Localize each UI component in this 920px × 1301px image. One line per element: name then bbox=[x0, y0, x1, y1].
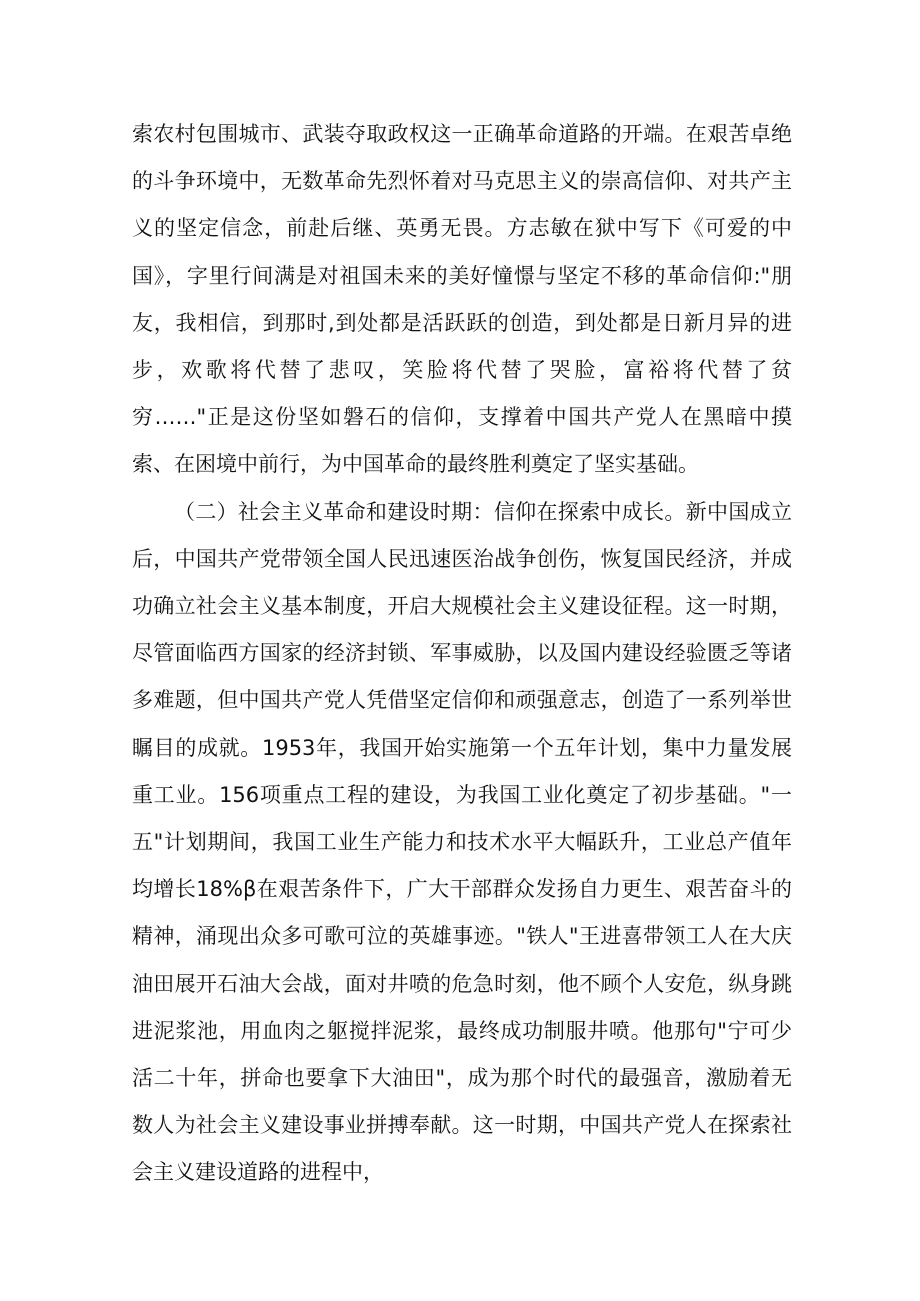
document-body bbox=[132, 111, 792, 1197]
paragraph-revolution-faith: 索农村包围城市、武装夺取政权这一正确革命道路的开端。在艰苦卓绝的斗争环境中，无数革命先烈怀着对马克思主义的崇高信仰、对共产主义的坚定信念，前赴后继、英勇无畏。方志敏在狱中写下《可爱的中国》，字里行间满是对祖国未来的美好憧憬与坚定不移的革命信仰:"朋友，我相信，到那时,到处都是活跃跃的创造，到处都是日新月异的进步，欢歌将代替了悲叹，笑脸将代替了哭脸，富裕将代替了贫穷……"正是这份坚如磐石的信仰，支撑着中国共产党人在黑暗中摸索、在困境中前行，为中国革命的最终胜利奠定了坚实基础。 bbox=[132, 122, 792, 477]
paragraph-socialist-construction: （二）社会主义革命和建设时期：信仰在探索中成长。新中国成立后，中国共产党带领全国人民迅速医治战争创伤，恢复国民经济，并成功确立社会主义基本制度，开启大规模社会主义建设征程。这一时期，尽管面临西方国家的经济封锁、军事威胁，以及国内建设经验匮乏等诸多难题，但中国共产党人凭借坚定信仰和顽强意志，创造了一系列举世瞩目的成就。1953年，我国开始实施第一个五年计划，集中力量发展重工业。156项重点工程的建设，为我国工业化奠定了初步基础。"一五"计划期间，我国工业生产能力和技术水平大幅跃升，工业总产值年均增长18%β在艰苦条件下，广大干部群众发扬自力更生、艰苦奋斗的精神，涌现出众多可歌可泣的英雄事迹。"铁人"王进喜带领工人在大庆油田展开石油大会战，面对井喷的危急时刻，他不顾个人安危，纵身跳进泥浆池，用血肉之躯搅拌泥浆，最终成功制服井喷。他那句"宁可少活二十年，拼命也要拿下大油田"，成为那个时代的最强音，激励着无数人为社会主义建设事业拼搏奉献。这一时期，中国共产党人在探索社会主义建设道路的进程中， bbox=[132, 499, 792, 1185]
